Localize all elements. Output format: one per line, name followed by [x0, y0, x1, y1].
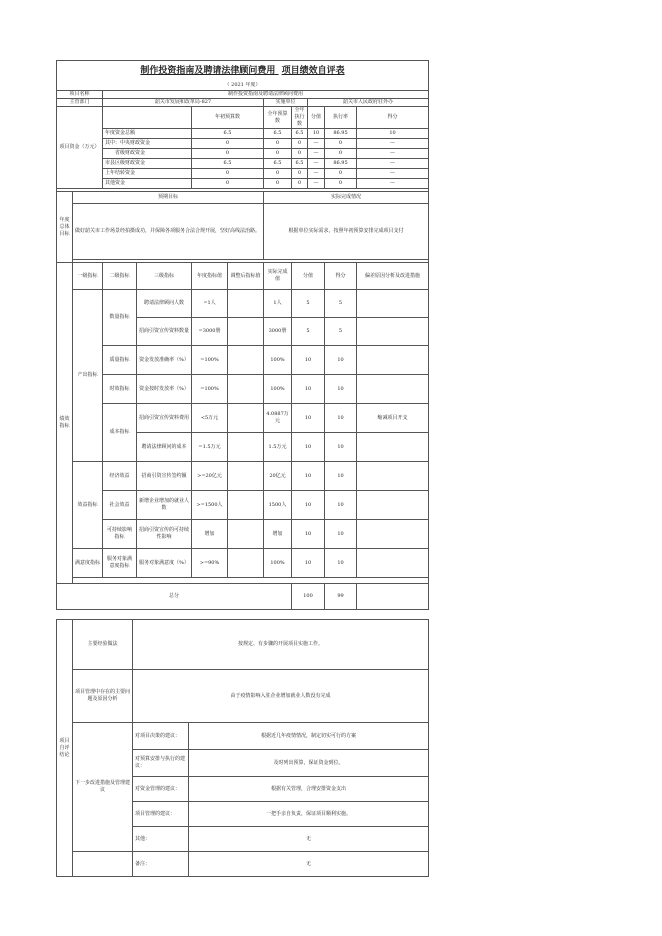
total-label: 总分 — [57, 584, 292, 610]
funds-row-name: 年度资金总额 — [103, 129, 192, 139]
funds-cell: — — [308, 169, 325, 179]
funds-cell: 0 — [325, 169, 357, 179]
goals-actual-header: 实际完成情况 — [264, 192, 429, 204]
goals-actual-text: 根据单位实际需求，按照年初预算安排完成项目支付 — [264, 204, 429, 260]
suggestion-text: 根据近几年疫情情况，制定切实可行的方案 — [189, 723, 429, 750]
table-title — [57, 61, 429, 82]
indicator-actual: 100% — [264, 549, 292, 578]
indicator-third: 招商引资宣传签约额 — [137, 462, 192, 491]
suggestion-label: 对项目决策的建议： — [133, 723, 189, 750]
funds-cell: 10 — [357, 129, 429, 139]
goals-side-label: 年度总体目标 — [57, 192, 73, 263]
funds-cell: — — [357, 159, 429, 169]
indicator-third: 聘请法律顾问的成本 — [137, 433, 192, 462]
indicator-row — [57, 462, 429, 491]
indicator-got: 5 — [325, 290, 357, 318]
indicator-got: 10 — [325, 549, 357, 578]
indicator-adjusted — [228, 290, 264, 318]
service-label: 服务对象满意度指标 — [103, 549, 137, 578]
indicator-note — [357, 375, 429, 404]
suggestion-text: 根据有关管理，合理安排资金支出 — [189, 777, 429, 802]
indicator-got: 10 — [325, 375, 357, 404]
suggestion-text: 一把手亲自负责，保证项目顺利实施。 — [189, 802, 429, 827]
funds-cell: — — [308, 149, 325, 159]
total-got: 99 — [325, 584, 357, 610]
indicator-note — [357, 318, 429, 346]
indicator-note — [357, 433, 429, 462]
indicator-third: 招商引资宣传资料数量 — [137, 318, 192, 346]
indicator-adjusted — [228, 318, 264, 346]
indicator-target: >=20亿元 — [192, 462, 228, 491]
indicator-note: 缩减项目开支 — [357, 404, 429, 433]
indicator-target: =1人 — [192, 290, 228, 318]
indicator-got: 10 — [325, 404, 357, 433]
indicator-got: 5 — [325, 318, 357, 346]
indicator-header: 调整后指标值 — [228, 263, 264, 290]
funds-row-name: 省级财政资金 — [103, 149, 192, 159]
indicator-note — [357, 346, 429, 375]
suggestion-label: 对资金管理的建议： — [133, 777, 189, 802]
indicator-target: <5万元 — [192, 404, 228, 433]
indicator-header: 实际完成值 — [264, 263, 292, 290]
problems-text: 由于疫情影响入驻企业增加就业人数没有完成 — [133, 670, 429, 723]
indicator-actual: 100% — [264, 346, 292, 375]
next-label: 下一步改进措施及管理建议 — [73, 723, 133, 852]
funds-cell: 6.5 — [192, 159, 264, 169]
goals-expected-text: 做好韶关市工作场景经拍摄成功，并保障各项服务合法合规开展，坚好高线法治路。 — [73, 204, 264, 260]
indicator-score: 5 — [292, 318, 325, 346]
suggestion-label: 其他： — [133, 827, 189, 852]
indicator-got: 10 — [325, 491, 357, 520]
indicator-note — [357, 491, 429, 520]
indicator-header: 二级指标 — [103, 263, 137, 290]
indicator-got: 10 — [325, 346, 357, 375]
conclusion-table — [56, 619, 429, 877]
funds-cell: 0 — [192, 139, 264, 149]
indicator-third: 聘请法律顾问人数 — [137, 290, 192, 318]
indicator-third: 资金按时发放率（%） — [137, 375, 192, 404]
social-label: 社会效益 — [103, 491, 137, 520]
funds-row — [57, 139, 429, 149]
funds-header: 全年执行数 — [292, 107, 308, 129]
dept-label: 主管部门 — [57, 99, 103, 107]
total-score: 100 — [292, 584, 325, 610]
indicator-header: 一级指标 — [73, 263, 103, 290]
suggestion-text: 无 — [189, 827, 429, 852]
indicator-actual: 增加 — [264, 520, 292, 549]
funds-cell: 0 — [325, 179, 357, 189]
funds-cell: 6.5 — [264, 129, 292, 139]
goals-expected-header: 预期目标 — [73, 192, 264, 204]
indicator-target: 增加 — [192, 520, 228, 549]
conclusion-side-label: 项目自评结论 — [57, 620, 73, 877]
indicator-target: =1.5万元 — [192, 433, 228, 462]
indicator-third: 新增企业增加的就业人数 — [137, 491, 192, 520]
time-label: 时效指标 — [103, 375, 137, 404]
funds-row-name: 上年结转资金 — [103, 169, 192, 179]
funds-row — [57, 129, 429, 139]
indicator-row — [57, 549, 429, 578]
funds-cell: 6.5 — [292, 129, 308, 139]
indicator-target: =3000册 — [192, 318, 228, 346]
funds-cell: — — [357, 139, 429, 149]
impl-label: 实施单位 — [264, 99, 308, 107]
funds-cell: 0 — [292, 139, 308, 149]
funds-row — [57, 159, 429, 169]
indicator-adjusted — [228, 375, 264, 404]
indicator-actual: 4.0887万元 — [264, 404, 292, 433]
indicator-score: 10 — [292, 520, 325, 549]
quantity-label: 数量指标 — [103, 290, 137, 346]
funds-cell: — — [308, 159, 325, 169]
indicator-row — [57, 375, 429, 404]
funds-cell: 0 — [192, 169, 264, 179]
indicator-note — [357, 290, 429, 318]
funds-cell: 86.95 — [325, 129, 357, 139]
funds-cell: 0 — [292, 169, 308, 179]
indicator-third: 服务对象满意度（%） — [137, 549, 192, 578]
funds-cell: 6.5 — [264, 159, 292, 169]
indicator-actual: 100% — [264, 375, 292, 404]
funds-cell: — — [357, 169, 429, 179]
indicator-target: =100% — [192, 375, 228, 404]
output-label: 产出指标 — [73, 290, 103, 462]
funds-header: 年初预算数 — [192, 107, 264, 129]
indicator-header: 得分 — [325, 263, 357, 290]
indicator-header: 分值 — [292, 263, 325, 290]
suggestion-label: 对预算安排与执行的建议： — [133, 750, 189, 777]
indicator-header: 年度指标值 — [192, 263, 228, 290]
funds-row — [57, 179, 429, 189]
funds-cell: 0 — [192, 149, 264, 159]
funds-cell: 6.5 — [292, 159, 308, 169]
title-underlined: 制作投资指南及聘请法律顾问费用 — [140, 65, 276, 76]
indicator-score: 10 — [292, 404, 325, 433]
dept-value: 韶关市发展和改革局-827 — [103, 99, 264, 107]
total-blank — [357, 584, 429, 610]
funds-cell: 0 — [292, 179, 308, 189]
suggestion-text: 及时列出预算，保证资金到位。 — [189, 750, 429, 777]
funds-header: 分值 — [308, 107, 325, 129]
funds-header: 全年预算数 — [264, 107, 292, 129]
indicator-adjusted — [228, 491, 264, 520]
funds-cell: 0 — [264, 179, 292, 189]
indicator-adjusted — [228, 520, 264, 549]
indicator-row — [57, 404, 429, 433]
quality-label: 质量指标 — [103, 346, 137, 375]
project-name-label: 项目名称 — [57, 91, 103, 99]
project-name-value: 制作投资指南及聘请法律顾问费用 — [103, 91, 429, 99]
cost-label: 成本指标 — [103, 404, 137, 462]
indicator-note — [357, 520, 429, 549]
funds-header: 执行率 — [325, 107, 357, 129]
remark-label: 备注： — [133, 852, 189, 877]
remark-text: 无 — [189, 852, 429, 877]
indicator-score: 10 — [292, 433, 325, 462]
title-suffix: 项目绩效自评表 — [281, 65, 345, 76]
indicator-header: 三级指标 — [137, 263, 192, 290]
indicator-row — [57, 346, 429, 375]
funds-cell: — — [308, 139, 325, 149]
indicator-got: 10 — [325, 433, 357, 462]
indicator-note — [357, 462, 429, 491]
self-evaluation-table — [56, 60, 429, 610]
satisfaction-label: 满意度指标 — [73, 549, 103, 578]
funds-cell: 0 — [292, 149, 308, 159]
indicator-target: >=90% — [192, 549, 228, 578]
experience-text: 按规定、有步骤的开展项目实施工作。 — [133, 620, 429, 670]
indicators-side-label: 绩效指标 — [57, 263, 73, 584]
year-label: （ 2021 年度） — [57, 82, 429, 91]
funds-cell: — — [308, 179, 325, 189]
funds-cell: 0 — [264, 169, 292, 179]
funds-cell: 0 — [325, 149, 357, 159]
indicator-third: 资金发放准确率（%） — [137, 346, 192, 375]
suggestion-label: 项目管理的建议： — [133, 802, 189, 827]
funds-corner — [103, 107, 192, 129]
remark-blank — [73, 852, 133, 877]
funds-label: 项目资金（万元） — [57, 107, 103, 189]
funds-row — [57, 149, 429, 159]
indicator-score: 10 — [292, 549, 325, 578]
indicator-header: 偏差原因分析及改进措施 — [357, 263, 429, 290]
indicator-score: 10 — [292, 346, 325, 375]
funds-cell: — — [357, 179, 429, 189]
funds-cell: 6.5 — [192, 129, 264, 139]
indicator-target: =100% — [192, 346, 228, 375]
indicator-score: 5 — [292, 290, 325, 318]
indicator-third: 招商引资宣传的可持续性影响 — [137, 520, 192, 549]
benefit-label: 效益指标 — [73, 462, 103, 549]
funds-cell: 0 — [325, 139, 357, 149]
indicator-score: 10 — [292, 462, 325, 491]
funds-row-name: 其中：中央财政资金 — [103, 139, 192, 149]
funds-cell: 0 — [264, 139, 292, 149]
indicator-score: 10 — [292, 375, 325, 404]
indicator-got: 10 — [325, 462, 357, 491]
economic-label: 经济效益 — [103, 462, 137, 491]
indicator-adjusted — [228, 433, 264, 462]
indicator-actual: 1500人 — [264, 491, 292, 520]
funds-row-name: 其他资金 — [103, 179, 192, 189]
indicator-row — [57, 491, 429, 520]
problems-label: 项目管理中存在的主要问题及原因分析 — [73, 670, 133, 723]
indicator-actual: 1.5万元 — [264, 433, 292, 462]
funds-cell: 10 — [308, 129, 325, 139]
indicator-adjusted — [228, 549, 264, 578]
funds-cell: 0 — [264, 149, 292, 159]
indicator-third: 招商引资宣传资料费用 — [137, 404, 192, 433]
indicator-row — [57, 520, 429, 549]
impl-value: 韶关市人民政府驻外办 — [308, 99, 429, 107]
funds-header: 得分 — [357, 107, 429, 129]
funds-row — [57, 169, 429, 179]
indicator-got: 10 — [325, 520, 357, 549]
indicator-actual: 3000册 — [264, 318, 292, 346]
indicator-actual: 20亿元 — [264, 462, 292, 491]
indicator-score: 10 — [292, 491, 325, 520]
sustain-label: 可持续影响指标 — [103, 520, 137, 549]
indicator-adjusted — [228, 404, 264, 433]
indicator-target: >=1500人 — [192, 491, 228, 520]
funds-cell: 0 — [192, 179, 264, 189]
experience-label: 主要经验做法 — [73, 620, 133, 670]
funds-cell: 86.95 — [325, 159, 357, 169]
funds-row-name: 市县区级财政资金 — [103, 159, 192, 169]
indicator-adjusted — [228, 346, 264, 375]
indicator-row — [57, 290, 429, 318]
indicator-note — [357, 549, 429, 578]
funds-cell: — — [357, 149, 429, 159]
indicator-actual: 1人 — [264, 290, 292, 318]
indicator-adjusted — [228, 462, 264, 491]
